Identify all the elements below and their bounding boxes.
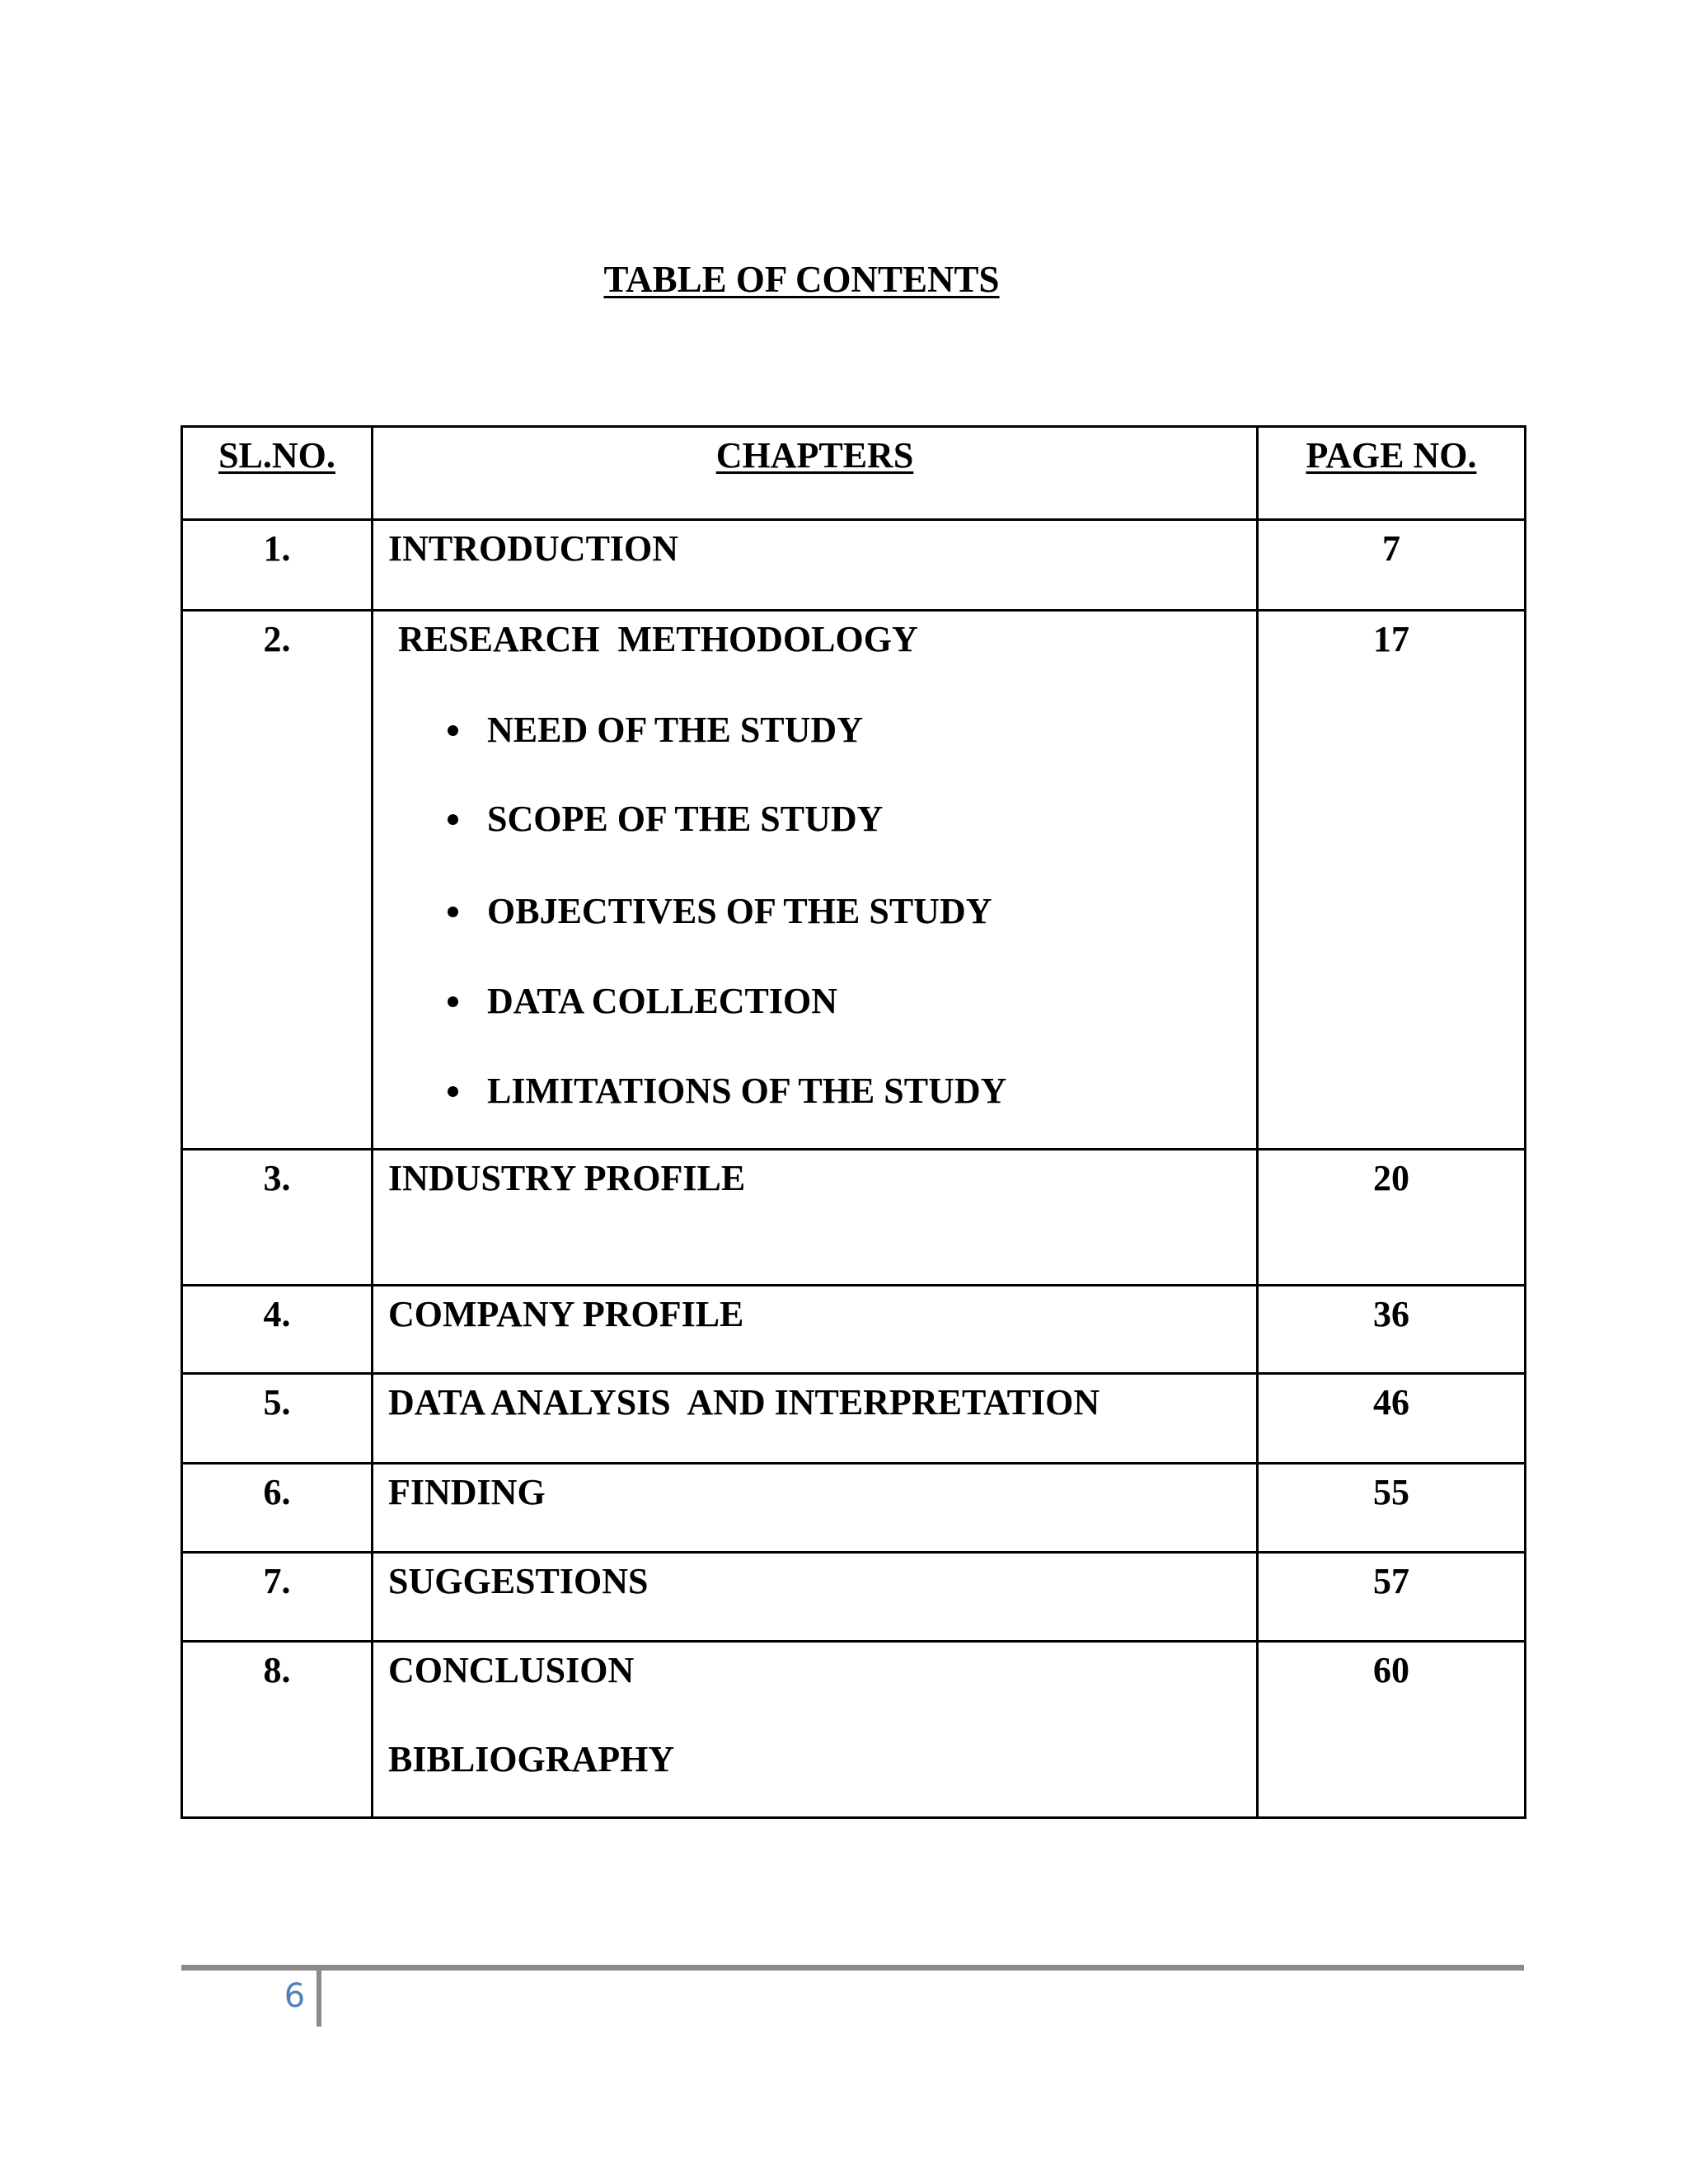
header-page-no-label: PAGE NO. xyxy=(1306,435,1477,476)
footer-page-number: 6 xyxy=(284,1977,306,2015)
page-number-cell: 36 xyxy=(1258,1286,1526,1374)
page-number-cell: 55 xyxy=(1258,1464,1526,1553)
header-chapters-label: CHAPTERS xyxy=(715,435,914,476)
bullet-icon xyxy=(448,1086,458,1097)
header-sl-no xyxy=(182,427,373,520)
chapter-label: DATA ANALYSIS AND INTERPRETATION xyxy=(388,1382,1100,1422)
chapter-label: INDUSTRY PROFILE xyxy=(388,1158,746,1198)
list-item xyxy=(388,709,1256,752)
sl-number: 8. xyxy=(182,1642,373,1818)
chapter-label: CONCLUSION xyxy=(388,1650,635,1690)
table-row xyxy=(182,1642,1526,1818)
sl-number: 6. xyxy=(182,1464,373,1553)
chapter-label: RESEARCH METHODOLOGY xyxy=(398,619,918,659)
sl-number: 4. xyxy=(182,1286,373,1374)
sl-number: 1. xyxy=(182,520,373,611)
chapter-title xyxy=(373,1150,1258,1286)
table-row xyxy=(182,1286,1526,1374)
header-chapters xyxy=(373,427,1258,520)
subitem-list xyxy=(388,709,1256,1113)
bullet-icon xyxy=(448,907,458,917)
bullet-icon xyxy=(448,996,458,1007)
list-item xyxy=(388,980,1256,1023)
page-number-cell: 17 xyxy=(1258,611,1526,1150)
chapter-title xyxy=(373,1553,1258,1642)
subitem-label: OBJECTIVES OF THE STUDY xyxy=(487,891,992,931)
page-number-cell: 20 xyxy=(1258,1150,1526,1286)
bullet-icon xyxy=(448,725,458,736)
chapter-title xyxy=(373,1642,1258,1818)
page-number-cell: 57 xyxy=(1258,1553,1526,1642)
footer-rule xyxy=(181,1965,1524,1971)
page-title: TABLE OF CONTENTS xyxy=(603,259,1000,300)
header-sl-no-label: SL.NO. xyxy=(218,435,335,476)
table-of-contents xyxy=(181,425,1526,1819)
footer-divider xyxy=(316,1971,321,2027)
header-page-no xyxy=(1258,427,1526,520)
page-number-cell: 7 xyxy=(1258,520,1526,611)
sl-number: 3. xyxy=(182,1150,373,1286)
list-item xyxy=(388,798,1256,841)
table-row xyxy=(182,611,1526,1150)
chapter-title xyxy=(373,520,1258,611)
sl-number: 5. xyxy=(182,1374,373,1464)
table-header-row xyxy=(182,427,1526,520)
table-row xyxy=(182,1464,1526,1553)
bibliography-label: BIBLIOGRAPHY xyxy=(388,1739,675,1779)
chapter-title xyxy=(373,1464,1258,1553)
chapter-label: SUGGESTIONS xyxy=(388,1561,649,1601)
chapter-title xyxy=(373,1374,1258,1464)
table-row xyxy=(182,1374,1526,1464)
chapter-label: FINDING xyxy=(388,1472,546,1512)
chapter-title xyxy=(373,1286,1258,1374)
subitem-label: LIMITATIONS OF THE STUDY xyxy=(487,1071,1007,1111)
list-item xyxy=(388,1070,1256,1113)
sl-number: 2. xyxy=(182,611,373,1150)
table-row xyxy=(182,520,1526,611)
chapter-label: INTRODUCTION xyxy=(388,528,679,569)
chapter-label: COMPANY PROFILE xyxy=(388,1294,744,1334)
table-row xyxy=(182,1150,1526,1286)
page-number-cell: 46 xyxy=(1258,1374,1526,1464)
subitem-label: DATA COLLECTION xyxy=(487,981,838,1021)
chapter-title xyxy=(373,611,1258,1150)
page-number-cell: 60 xyxy=(1258,1642,1526,1818)
bullet-icon xyxy=(448,814,458,825)
sl-number: 7. xyxy=(182,1553,373,1642)
list-item xyxy=(388,890,1256,933)
table-row xyxy=(182,1553,1526,1642)
subitem-label: SCOPE OF THE STUDY xyxy=(487,799,884,839)
subitem-label: NEED OF THE STUDY xyxy=(487,710,863,750)
